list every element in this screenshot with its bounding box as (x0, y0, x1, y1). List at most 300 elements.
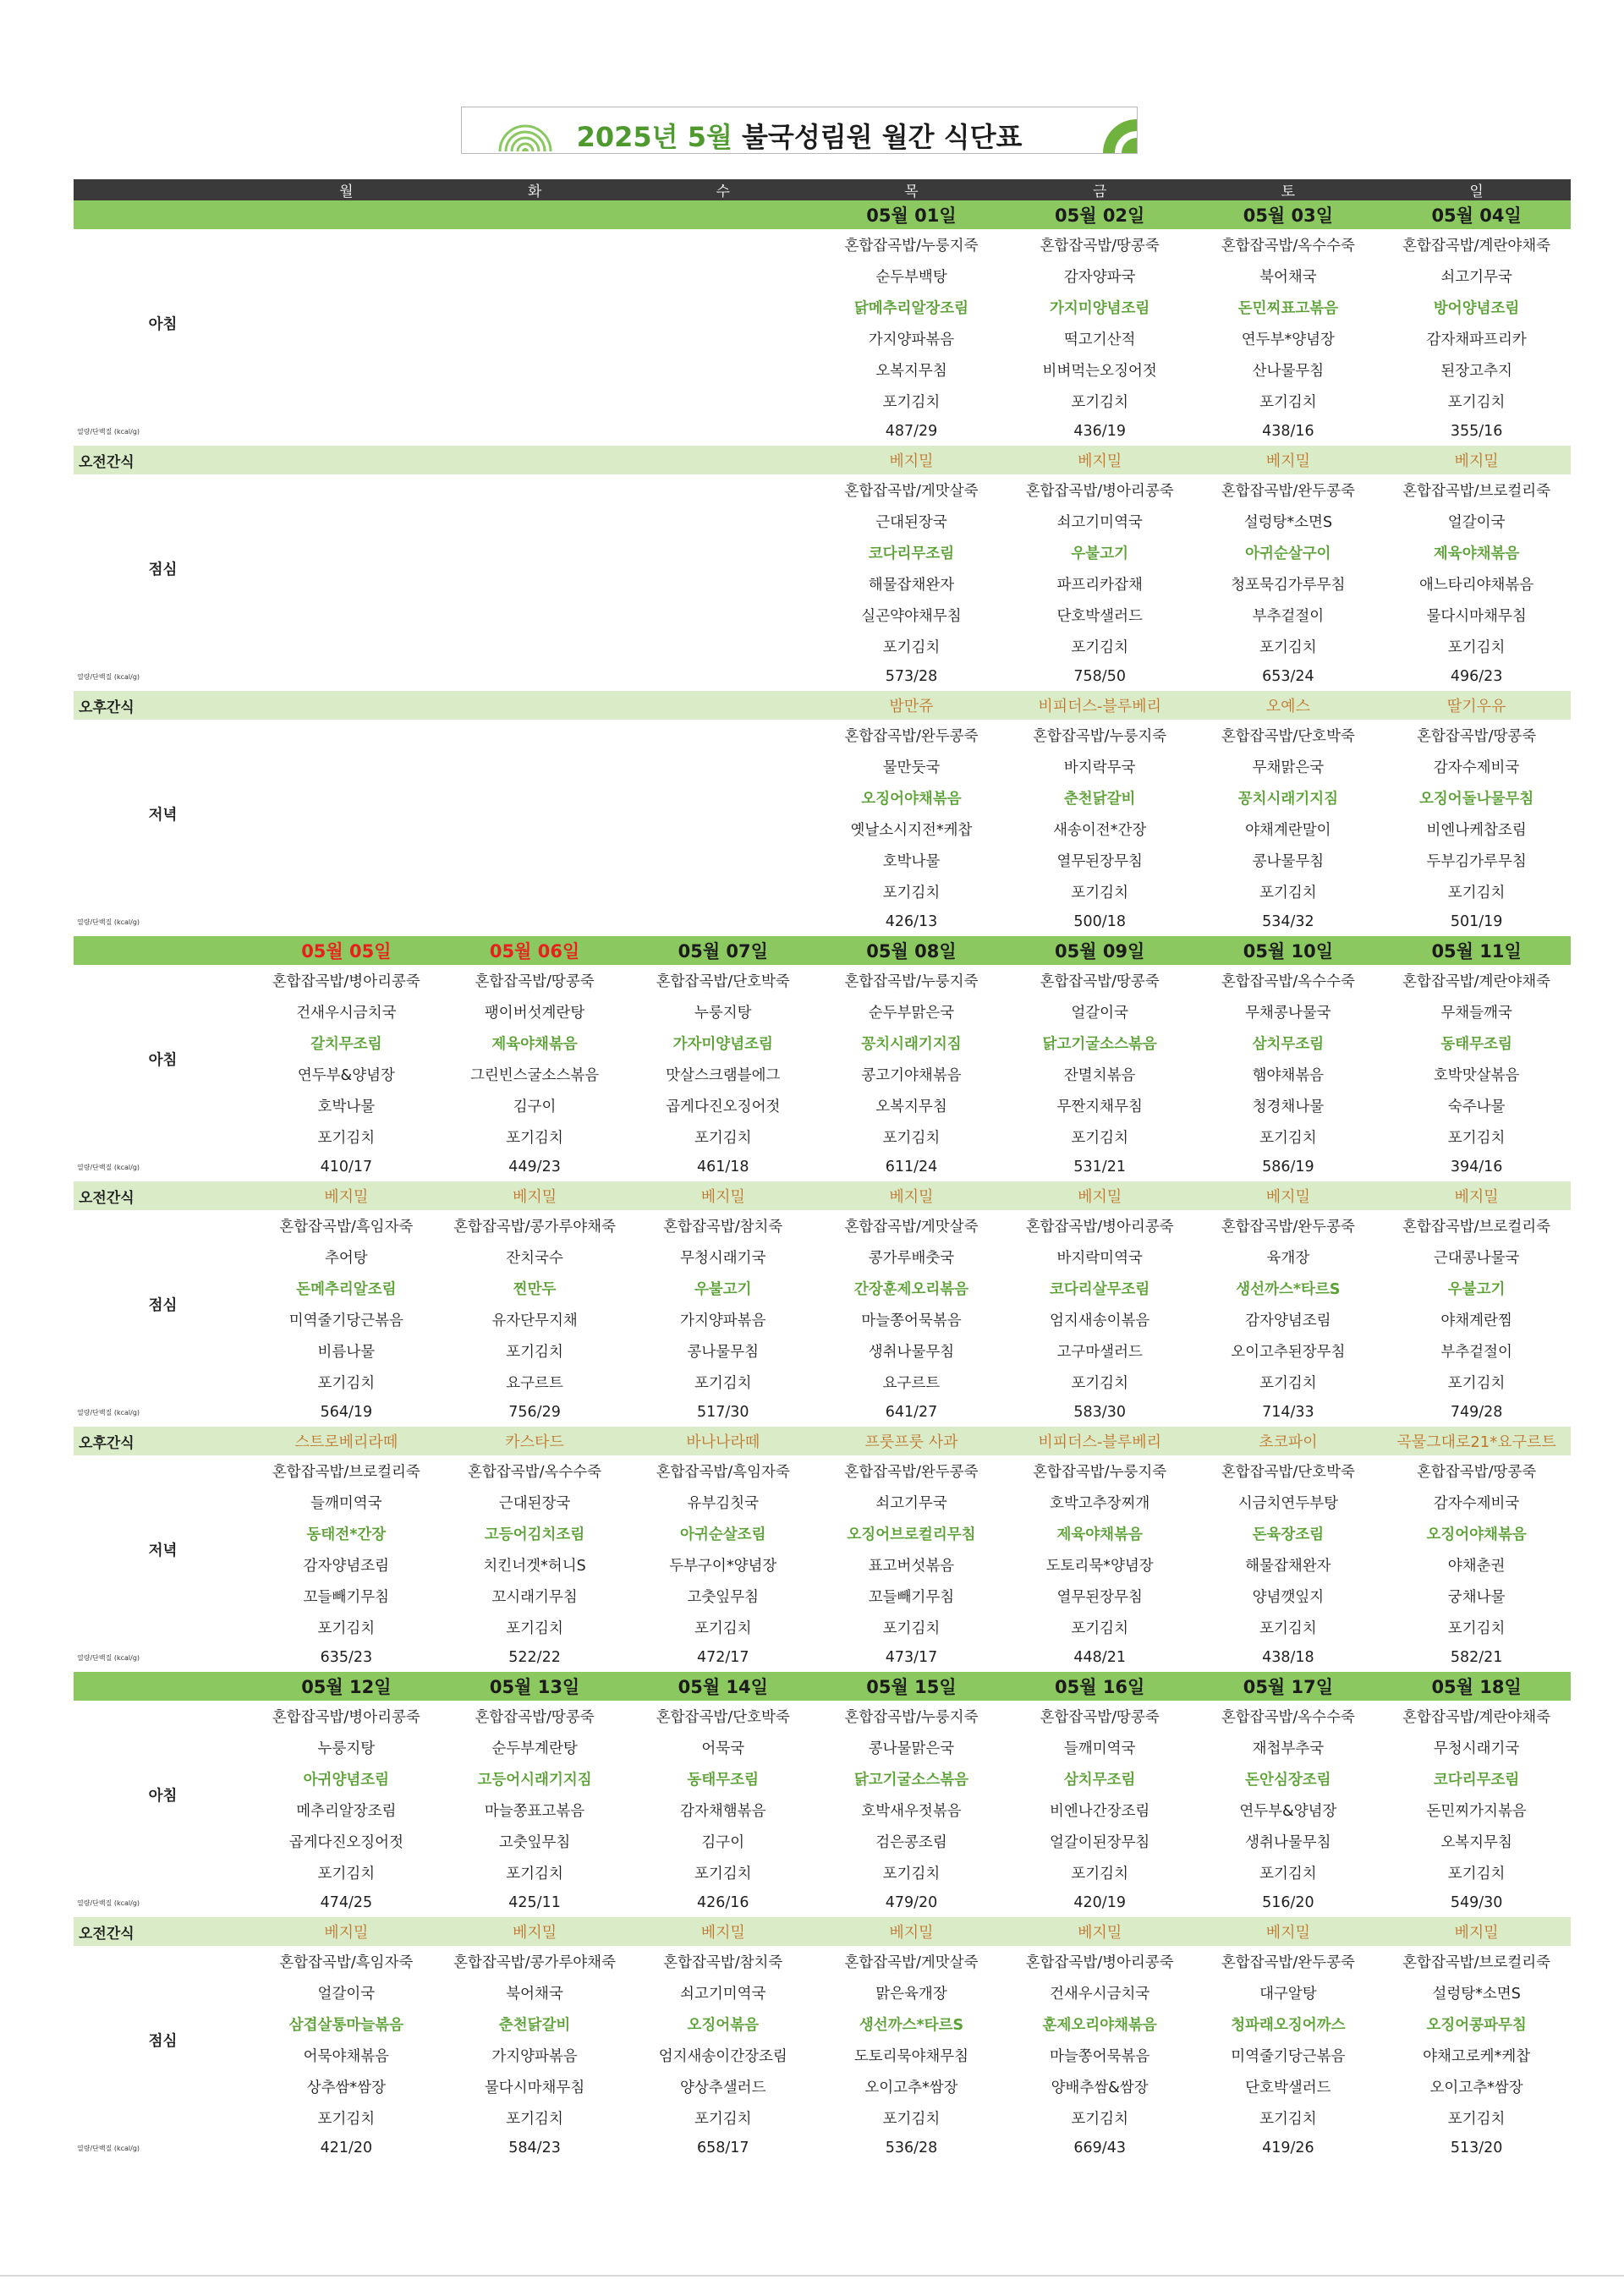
menu-item: 생취나물무침 (868, 1344, 955, 1361)
kcal-cell: 461/18 (696, 1159, 749, 1175)
menu-item: 연두부&양념장 (297, 1067, 395, 1084)
menu-item: 고등어시래기지짐 (477, 1772, 592, 1789)
snack-cell: 스트로베리라떼 (252, 1427, 441, 1455)
menu-item: 북어채국 (1259, 269, 1317, 286)
menu-item: 미역줄기당근볶음 (288, 1312, 403, 1329)
menu-item: 오징어야채볶음 (861, 791, 962, 808)
menu-item: 포기김치 (882, 2111, 941, 2128)
menu-item: 돈육장조림 (1252, 1526, 1325, 1543)
menu-item (628, 323, 817, 354)
menu-item: 콩가루배춧국 (868, 1250, 955, 1267)
menu-item: 잔치국수 (506, 1250, 563, 1267)
menu-sheet (74, 179, 1571, 2162)
menu-item: 제육야채볶음 (1433, 545, 1520, 562)
dinner-item-row (74, 751, 1571, 782)
menu-item: 오복지무침 (1440, 1834, 1512, 1851)
menu-item: 양념깻잎지 (1252, 1589, 1325, 1606)
menu-item: 실곤약야채무침 (861, 608, 962, 625)
menu-item: 누룽지탕 (694, 1005, 752, 1022)
kcal-cell: 487/29 (885, 423, 938, 440)
menu-item: 곱게다진오징어젓 (666, 1099, 781, 1115)
menu-item: 가지양파볶음 (491, 2048, 578, 2065)
snack-cell: 딸기우유 (1382, 691, 1571, 720)
menu-item (252, 260, 441, 292)
kcal-cell (441, 662, 629, 691)
menu-item: 포기김치 (1447, 1620, 1506, 1637)
snack-cell: 베지밀 (817, 1917, 1006, 1946)
menu-item: 혼합잡곡밥/완두콩죽 (1221, 1954, 1355, 1971)
menu-item: 야채계란찜 (1440, 1312, 1512, 1329)
menu-item: 생선까스*타르S (859, 2017, 964, 2034)
snack-label: 오전간식 (74, 1917, 252, 1946)
menu-item: 혼합잡곡밥/병아리콩죽 (1025, 1219, 1174, 1236)
menu-item: 혼합잡곡밥/콩가루야채죽 (453, 1219, 616, 1236)
menu-item: 파프리카잡채 (1056, 577, 1143, 594)
menu-item (252, 876, 441, 907)
menu-item: 고구마샐러드 (1056, 1344, 1143, 1361)
menu-item (441, 600, 629, 631)
snack-cell: 베지밀 (1194, 1181, 1383, 1210)
kcal-cell: 438/16 (1262, 423, 1314, 440)
menu-item: 혼합잡곡밥/게맛살죽 (844, 1219, 979, 1236)
menu-item: 쇠고기무국 (875, 1495, 947, 1512)
menu-item: 포기김치 (1447, 394, 1506, 411)
lunch-item-row (74, 2040, 1571, 2071)
menu-item: 청경채나물 (1252, 1099, 1325, 1115)
menu-item: 무채콩나물국 (1245, 1005, 1331, 1022)
menu-item: 들깨미역국 (1063, 1740, 1136, 1757)
menu-item: 삼치무조림 (1063, 1772, 1136, 1789)
weekday-header-row (74, 179, 1571, 200)
menu-item: 얼갈이국 (317, 1986, 376, 2003)
menu-item (252, 845, 441, 876)
menu-item: 유부김칫국 (687, 1495, 760, 1512)
snack-cell: 베지밀 (1382, 1181, 1571, 1210)
kcal-cell: 536/28 (885, 2140, 938, 2156)
menu-item: 비엔나케찹조림 (1426, 822, 1527, 839)
dinner-label: 저녁 (148, 1542, 178, 1559)
menu-item: 포기김치 (694, 1375, 752, 1392)
dinner-item-row (74, 1518, 1571, 1549)
menu-item: 혼합잡곡밥/병아리콩죽 (272, 1709, 420, 1726)
breakfast-item-row (74, 1090, 1571, 1121)
menu-item: 오이고추된장무침 (1231, 1344, 1346, 1361)
menu-item: 혼합잡곡밥/땅콩죽 (1417, 728, 1537, 745)
date-cell: 05월 10일 (1194, 936, 1383, 965)
menu-item (441, 354, 629, 386)
menu-item: 포기김치 (506, 2111, 563, 2128)
kcal-cell: 500/18 (1073, 913, 1126, 930)
menu-item: 혼합잡곡밥/브로컬리죽 (1402, 1954, 1551, 1971)
menu-item: 대구알탕 (1259, 1986, 1317, 2003)
date-cell: 05월 15일 (817, 1672, 1006, 1701)
kcal-cell: 448/21 (1073, 1649, 1126, 1666)
weekday-sun: 일 (1382, 179, 1571, 200)
menu-item: 비엔나간장조림 (1050, 1803, 1150, 1820)
menu-item (252, 292, 441, 323)
snack-cell: 베지밀 (817, 446, 1006, 474)
dinner-item-row (74, 720, 1571, 751)
menu-item: 물만둣국 (882, 759, 941, 776)
menu-item: 옛날소시지전*케찹 (850, 822, 973, 839)
am-snack-row (74, 446, 1571, 474)
menu-item: 삼겹살통마늘볶음 (288, 2017, 403, 2034)
menu-item: 포기김치 (506, 1344, 563, 1361)
menu-item (628, 600, 817, 631)
menu-item: 혼합잡곡밥/누룽지죽 (844, 973, 979, 990)
menu-item: 혼합잡곡밥/단호박죽 (1221, 728, 1355, 745)
menu-item: 부추겉절이 (1440, 1344, 1512, 1361)
menu-item: 혼합잡곡밥/흑임자죽 (656, 1464, 790, 1481)
menu-item: 오복지무침 (875, 1099, 947, 1115)
breakfast-item-row (74, 1732, 1571, 1763)
menu-item: 포기김치 (1447, 1375, 1506, 1392)
menu-item: 산나물무침 (1252, 363, 1325, 380)
weekday-mon: 월 (252, 179, 441, 200)
menu-item (252, 386, 441, 417)
snack-cell (252, 691, 441, 720)
lunch-item-row (74, 631, 1571, 662)
kcal-cell: 641/27 (885, 1404, 938, 1421)
menu-item: 삼치무조림 (1252, 1036, 1325, 1053)
menu-item (252, 354, 441, 386)
kcal-cell (252, 417, 441, 446)
menu-item: 꼬들빼기무침 (303, 1589, 390, 1606)
menu-item: 춘천닭갈비 (1063, 791, 1136, 808)
menu-item: 설렁탕*소면S (1432, 1986, 1521, 2003)
menu-item (252, 537, 441, 568)
lunch-item-row (74, 1241, 1571, 1273)
date-cell (441, 200, 629, 229)
menu-item: 콩나물무침 (687, 1344, 760, 1361)
menu-item (628, 474, 817, 506)
date-cell (252, 200, 441, 229)
dinner-item-row (74, 845, 1571, 876)
snack-cell (628, 691, 817, 720)
menu-item (252, 229, 441, 260)
header-corner (74, 179, 252, 200)
title-name: 불국성림원 월간 식단표 (742, 121, 1023, 153)
kcal-cell: 513/20 (1450, 2140, 1503, 2156)
snack-cell: 베지밀 (628, 1181, 817, 1210)
menu-item: 돈안심장조림 (1245, 1772, 1331, 1789)
menu-item: 열무된장무침 (1056, 1589, 1143, 1606)
kcal-cell (628, 907, 817, 936)
menu-item (441, 260, 629, 292)
menu-item: 도토리묵*양념장 (1045, 1558, 1154, 1575)
menu-item: 혼합잡곡밥/옥수수죽 (468, 1464, 602, 1481)
kcal-cell: 426/16 (696, 1894, 749, 1911)
menu-item: 제육야채볶음 (1056, 1526, 1143, 1543)
lunch-item-row (74, 1946, 1571, 1977)
breakfast-item-row (74, 1763, 1571, 1795)
menu-item: 혼합잡곡밥/완두콩죽 (1221, 483, 1355, 500)
snack-cell: 초코파이 (1194, 1427, 1383, 1455)
menu-item: 호박고추장찌개 (1050, 1495, 1150, 1512)
kcal-cell: 583/30 (1073, 1404, 1126, 1421)
menu-item: 우불고기 (1447, 1281, 1506, 1298)
menu-item: 혼합잡곡밥/단호박죽 (1221, 1464, 1355, 1481)
menu-item: 돈메추리알조림 (296, 1281, 397, 1298)
menu-item: 포기김치 (694, 1620, 752, 1637)
menu-item (252, 600, 441, 631)
menu-item: 혼합잡곡밥/옥수수죽 (1221, 1709, 1355, 1726)
menu-item: 오징어브로컬리무침 (847, 1526, 976, 1543)
menu-item (441, 323, 629, 354)
snack-cell: 베지밀 (252, 1181, 441, 1210)
menu-item (441, 782, 629, 814)
lunch-item-row (74, 506, 1571, 537)
kcal-cell: 756/29 (508, 1404, 561, 1421)
menu-item: 혼합잡곡밥/브로컬리죽 (272, 1464, 420, 1481)
menu-item: 맛살스크램블에그 (666, 1067, 781, 1084)
menu-item: 오징어콩파무침 (1426, 2017, 1527, 2034)
menu-item: 오징어야채볶음 (1426, 1526, 1527, 1543)
menu-item: 아귀양념조림 (303, 1772, 390, 1789)
dinner-item-row (74, 1581, 1571, 1612)
lunch-item-row (74, 600, 1571, 631)
menu-item: 혼합잡곡밥/땅콩죽 (1417, 1464, 1537, 1481)
breakfast-item-row (74, 386, 1571, 417)
menu-item: 유자단무지채 (491, 1312, 578, 1329)
menu-item: 닭고기굴소스볶음 (1042, 1036, 1157, 1053)
kcal-cell (628, 662, 817, 691)
kcal-cell: 420/19 (1073, 1894, 1126, 1911)
menu-item (628, 720, 817, 751)
kcal-cell: 426/13 (885, 913, 938, 930)
snack-cell: 베지밀 (1194, 1917, 1383, 1946)
menu-item: 혼합잡곡밥/단호박죽 (656, 973, 790, 990)
menu-item: 검은콩조림 (875, 1834, 947, 1851)
kcal-cell: 438/18 (1262, 1649, 1314, 1666)
kcal-cell: 421/20 (320, 2140, 373, 2156)
menu-item (252, 506, 441, 537)
menu-item (441, 814, 629, 845)
dinner-item-row (74, 1455, 1571, 1487)
dinner-label: 저녁 (148, 806, 178, 824)
menu-item: 혼합잡곡밥/누룽지죽 (844, 1709, 979, 1726)
date-cell: 05월 03일 (1194, 200, 1383, 229)
menu-item (441, 631, 629, 662)
menu-item (628, 386, 817, 417)
menu-item: 비름나물 (317, 1344, 376, 1361)
leaf-logo-icon (1100, 116, 1137, 153)
kcal-cell: 436/19 (1073, 423, 1126, 440)
menu-item: 동태무조림 (1440, 1036, 1512, 1053)
kcal-cell: 410/17 (320, 1159, 373, 1175)
menu-item: 단호박샐러드 (1056, 608, 1143, 625)
title-box (461, 107, 1138, 154)
menu-item: 비벼먹는오징어젓 (1042, 363, 1157, 380)
menu-item (252, 782, 441, 814)
menu-item: 무청시래기국 (1433, 1740, 1520, 1757)
menu-item (252, 720, 441, 751)
menu-item: 포기김치 (1259, 1620, 1317, 1637)
date-cell: 05월 13일 (441, 1672, 629, 1701)
menu-item: 혼합잡곡밥/병아리콩죽 (1025, 483, 1174, 500)
page-bottom-rule (0, 2275, 1624, 2277)
kcal-cell: 394/16 (1450, 1159, 1503, 1175)
menu-item: 육개장 (1266, 1250, 1310, 1267)
kcal-label: 열량/단백질 (kcal/g) (77, 427, 140, 436)
menu-item: 두부구이*양념장 (669, 1558, 777, 1575)
menu-item: 해물잡채완자 (1245, 1558, 1331, 1575)
menu-item: 포기김치 (1259, 885, 1317, 901)
kcal-label: 열량/단백질 (kcal/g) (77, 1653, 140, 1662)
menu-item: 새송이전*간장 (1053, 822, 1147, 839)
kcal-label: 열량/단백질 (kcal/g) (77, 918, 140, 926)
menu-item: 된장고추지 (1440, 363, 1512, 380)
menu-item: 혼합잡곡밥/참치죽 (663, 1219, 783, 1236)
kcal-cell: 653/24 (1262, 668, 1314, 685)
menu-item: 김구이 (701, 1834, 745, 1851)
lunch-label: 점심 (148, 561, 178, 578)
breakfast-item-row (74, 996, 1571, 1027)
snack-cell (628, 446, 817, 474)
kcal-cell: 582/21 (1450, 1649, 1503, 1666)
menu-item: 호박나물 (882, 853, 941, 870)
menu-item: 가자미양념조림 (672, 1036, 773, 1053)
menu-item: 콩나물맑은국 (868, 1740, 955, 1757)
snack-cell: 베지밀 (1194, 446, 1383, 474)
menu-item: 혼합잡곡밥/누룽지죽 (1033, 728, 1167, 745)
menu-item: 포기김치 (882, 394, 941, 411)
breakfast-kcal-row (74, 1153, 1571, 1181)
date-cell: 05월 14일 (628, 1672, 817, 1701)
menu-item: 야채춘권 (1447, 1558, 1506, 1575)
menu-item: 코다리무조림 (868, 545, 955, 562)
menu-item: 방어양념조림 (1433, 300, 1520, 317)
pm-snack-row (74, 1427, 1571, 1455)
menu-item: 부추겉절이 (1252, 608, 1325, 625)
menu-item: 닭고기굴소스볶음 (853, 1772, 969, 1789)
date-cell: 05월 08일 (817, 936, 1006, 965)
snack-cell: 베지밀 (628, 1917, 817, 1946)
menu-item: 동태무조림 (687, 1772, 760, 1789)
menu-item: 마늘쫑어묵볶음 (861, 1312, 962, 1329)
date-row (74, 936, 1571, 965)
menu-item (628, 814, 817, 845)
menu-item: 코다리무조림 (1433, 1772, 1520, 1789)
snack-cell: 베지밀 (1382, 1917, 1571, 1946)
menu-item: 혼합잡곡밥/흑임자죽 (279, 1954, 414, 1971)
menu-item (441, 876, 629, 907)
menu-item: 포기김치 (506, 1866, 563, 1882)
menu-item (628, 876, 817, 907)
menu-item: 양상추샐러드 (680, 2080, 766, 2096)
breakfast-item-row (74, 1059, 1571, 1090)
kcal-cell: 355/16 (1450, 423, 1503, 440)
menu-item: 코다리살무조림 (1050, 1281, 1150, 1298)
menu-item: 혼합잡곡밥/브로컬리죽 (1402, 483, 1551, 500)
menu-item: 갈치무조림 (310, 1036, 382, 1053)
menu-item: 꼬들빼기무침 (868, 1589, 955, 1606)
snack-cell (441, 691, 629, 720)
snack-cell: 베지밀 (1382, 446, 1571, 474)
menu-item: 순두부맑은국 (868, 1005, 955, 1022)
menu-item: 포기김치 (882, 639, 941, 656)
snack-label: 오후간식 (74, 691, 252, 720)
menu-item: 호박맛살볶음 (1433, 1067, 1520, 1084)
menu-item (441, 506, 629, 537)
menu-item: 혼합잡곡밥/병아리콩죽 (1025, 1954, 1174, 1971)
date-cell: 05월 18일 (1382, 1672, 1571, 1701)
date-row (74, 200, 1571, 229)
menu-item: 오징어돌나물무침 (1418, 791, 1534, 808)
menu-item: 건새우시금치국 (296, 1005, 397, 1022)
menu-item: 혼합잡곡밥/옥수수죽 (1221, 238, 1355, 255)
menu-item: 애느타리야채볶음 (1418, 577, 1534, 594)
lunch-item-row (74, 1304, 1571, 1335)
date-cell: 05월 02일 (1006, 200, 1194, 229)
menu-item: 해물잡채완자 (868, 577, 955, 594)
menu-item: 맑은육개장 (875, 1986, 947, 2003)
dinner-item-row (74, 1487, 1571, 1518)
menu-item (628, 354, 817, 386)
breakfast-item-row (74, 292, 1571, 323)
kcal-cell (628, 417, 817, 446)
snack-cell: 베지밀 (252, 1917, 441, 1946)
menu-item: 얼갈이국 (1071, 1005, 1128, 1022)
menu-item: 가지양파볶음 (868, 332, 955, 348)
menu-item: 포기김치 (1071, 394, 1128, 411)
kcal-cell (252, 907, 441, 936)
menu-item: 햄야채볶음 (1252, 1067, 1325, 1084)
breakfast-kcal-row (74, 1888, 1571, 1917)
menu-item: 포기김치 (882, 1130, 941, 1147)
menu-item: 포기김치 (1259, 1375, 1317, 1392)
menu-item: 도토리묵야채무침 (853, 2048, 969, 2065)
dinner-item-row (74, 1612, 1571, 1643)
menu-item: 닭메추리알장조림 (853, 300, 969, 317)
snack-cell: 오예스 (1194, 691, 1383, 720)
menu-item: 포기김치 (882, 1866, 941, 1882)
menu-item: 혼합잡곡밥/완두콩죽 (844, 1464, 979, 1481)
snack-cell: 베지밀 (1006, 1917, 1194, 1946)
menu-item: 고춧잎무침 (687, 1589, 760, 1606)
menu-item: 오복지무침 (875, 363, 947, 380)
breakfast-label: 아침 (148, 315, 178, 333)
menu-item: 고춧잎무침 (498, 1834, 571, 1851)
kcal-cell: 758/50 (1073, 668, 1126, 685)
dinner-item-row (74, 814, 1571, 845)
menu-item (252, 631, 441, 662)
menu-item: 혼합잡곡밥/병아리콩죽 (272, 973, 420, 990)
breakfast-kcal-row (74, 417, 1571, 446)
kcal-label: 열량/단백질 (kcal/g) (77, 1899, 140, 1907)
menu-item: 열무된장무침 (1056, 853, 1143, 870)
date-row-label (74, 200, 252, 229)
date-cell: 05월 05일 (252, 936, 441, 965)
menu-item: 야채고로케*케찹 (1423, 2048, 1531, 2065)
menu-item: 바지락미역국 (1056, 1250, 1143, 1267)
menu-item: 혼합잡곡밥/땅콩죽 (475, 973, 595, 990)
menu-item: 감자양념조림 (1245, 1312, 1331, 1329)
kcal-cell: 714/33 (1262, 1404, 1314, 1421)
menu-item: 혼합잡곡밥/땅콩죽 (1040, 973, 1160, 990)
menu-item: 포기김치 (1259, 394, 1317, 411)
menu-item: 근대콩나물국 (1433, 1250, 1520, 1267)
menu-item: 추어탕 (325, 1250, 368, 1267)
date-cell: 05월 12일 (252, 1672, 441, 1701)
menu-item: 그린빈스굴소스볶음 (469, 1067, 600, 1084)
lunch-kcal-row (74, 2134, 1571, 2162)
menu-item: 혼합잡곡밥/땅콩죽 (1040, 238, 1160, 255)
menu-item: 물다시마채무침 (1426, 608, 1527, 625)
menu-item: 간장훈제오리볶음 (853, 1281, 969, 1298)
kcal-cell: 517/30 (696, 1404, 749, 1421)
menu-item: 메추리알장조림 (296, 1803, 397, 1820)
